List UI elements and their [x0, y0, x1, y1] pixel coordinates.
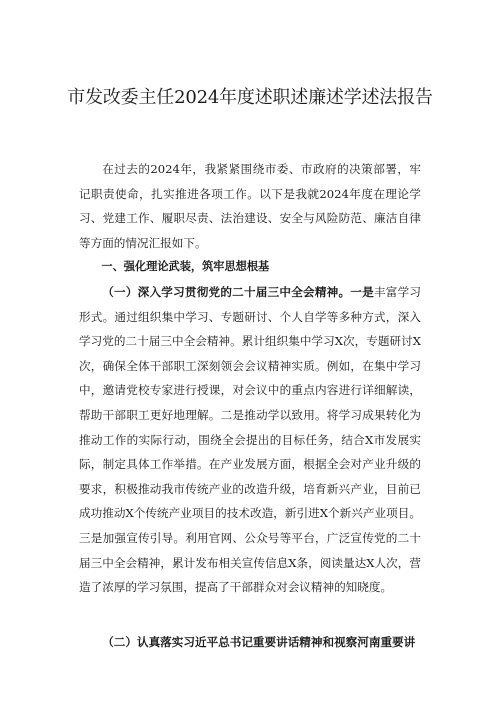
subsection-1-body: 丰富学习形式。通过组织集中学习、专题研讨、个人自学等多种方式，深入学习党的二十届三中全会精神。累计组织集中学习X次，专题研讨X次，确保全体干部职工深刻领会会议精神实质。例如，在集中学习中，邀请党校专家进行授课，对会议中的重点内容进行详细解读，帮助干部职工更好地理解。二是推动学以致用。将学习成果转化为推动工作的实际行动，围绕全会提出的目标任务，结合X市发展实际，制定具体工作举措。在产业发展方面，根据全会对产业升级的要求，积极推动我市传统产业的改造升级，培育新兴产业，目前已成功推动X个传统产业项目的技术改造，新引进X个新兴产业项目。三是加强宣传引导。利用官网、公众号等平台，广泛宣传党的二十届三中全会精神，累计发布相关宣传信息X条，阅读量达X人次，营造了浓厚的学习氛围，提高了干部群众对会议精神的知晓度。	[79, 285, 421, 595]
subsection-1-lead: 一是	[350, 285, 374, 299]
intro-paragraph: 在过去的2024年，我紧紧围绕市委、市政府的决策部署，牢记职责使命，扎实推进各项工作。以下是我就2024年度在理论学习、党建工作、履职尽责、法治建设、安全与风险防范、廉洁自律等方面的情况汇报如下。	[79, 162, 421, 250]
subsection-1-paragraph	[79, 280, 421, 600]
subsection-heading-2: （二）认真落实习近平总书记重要讲话精神和视察河南重要讲	[102, 635, 416, 649]
section-heading-1: 一、强化理论武装，筑牢思想根基	[101, 260, 270, 273]
document-title: 市发改委主任2024年度述职述廉述学述法报告	[67, 87, 433, 108]
subsection-heading-1: （一）深入学习贯彻党的二十届三中全会精神。	[102, 285, 351, 299]
